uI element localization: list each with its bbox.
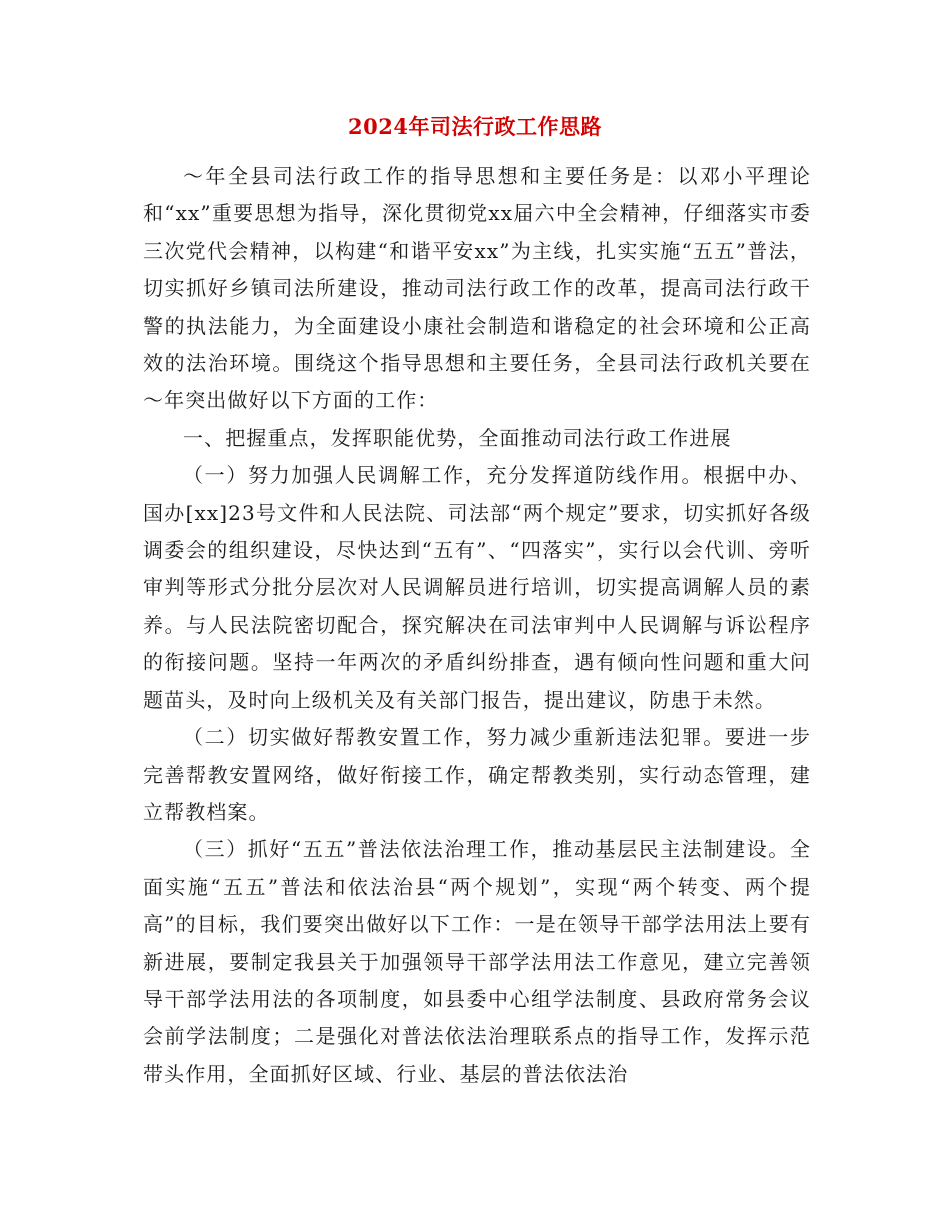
document-body [143, 158, 811, 1093]
document-title: 2024年司法行政工作思路 [348, 114, 602, 139]
paragraph-mediation: （一）努力加强人民调解工作，充分发挥道防线作用。根据中办、国办[xx]23号文件和人民法院、司法部“两个规定”要求，切实抓好各级调委会的组织建设，尽快达到“五有”、“四落实”，实行以会代训、旁听审判等形式分批分层次对人民调解员进行培训，切实提高调解人员的素养。与人民法院密切配合，探究解决在司法审判中人民调解与诉讼程序的衔接问题。坚持一年两次的矛盾纠纷排查，遇有倾向性问题和重大问题苗头，及时向上级机关及有关部门报告，提出建议，防患于未然。 [143, 463, 811, 712]
paragraph-resettlement: （二）切实做好帮教安置工作，努力减少重新违法犯罪。要进一步完善帮教安置网络，做好衔接工作，确定帮教类别，实行动态管理，建立帮教档案。 [143, 725, 811, 824]
paragraph-intro: ～年全县司法行政工作的指导思想和主要任务是：以邓小平理论和“xx”重要思想为指导，深化贯彻党xx届六中全会精神，仔细落实市委三次党代会精神，以构建“和谐平安xx”为主线，扎实实施“五五”普法，切实抓好乡镇司法所建设，推动司法行政工作的改革，提高司法行政干警的执法能力，为全面建设小康社会制造和谐稳定的社会环境和公正高效的法治环境。围绕这个指导思想和主要任务，全县司法行政机关要在～年突出做好以下方面的工作： [143, 164, 811, 413]
section-heading-1: 一、把握重点，发挥职能优势，全面推动司法行政工作进展 [183, 425, 732, 450]
paragraph-legal-education: （三）抓好“五五”普法依法治理工作，推动基层民主法制建设。全面实施“五五”普法和依法治县“两个规划”，实现“两个转变、两个提高”的目标，我们要突出做好以下工作：一是在领导干部学法用法上要有新进展，要制定我县关于加强领导干部学法用法工作意见，建立完善领导干部学法用法的各项制度，如县委中心组学法制度、县政府常务会议会前学法制度；二是强化对普法依法治理联系点的指导工作，发挥示范带头作用，全面抓好区域、行业、基层的普法依法治 [143, 837, 811, 1086]
